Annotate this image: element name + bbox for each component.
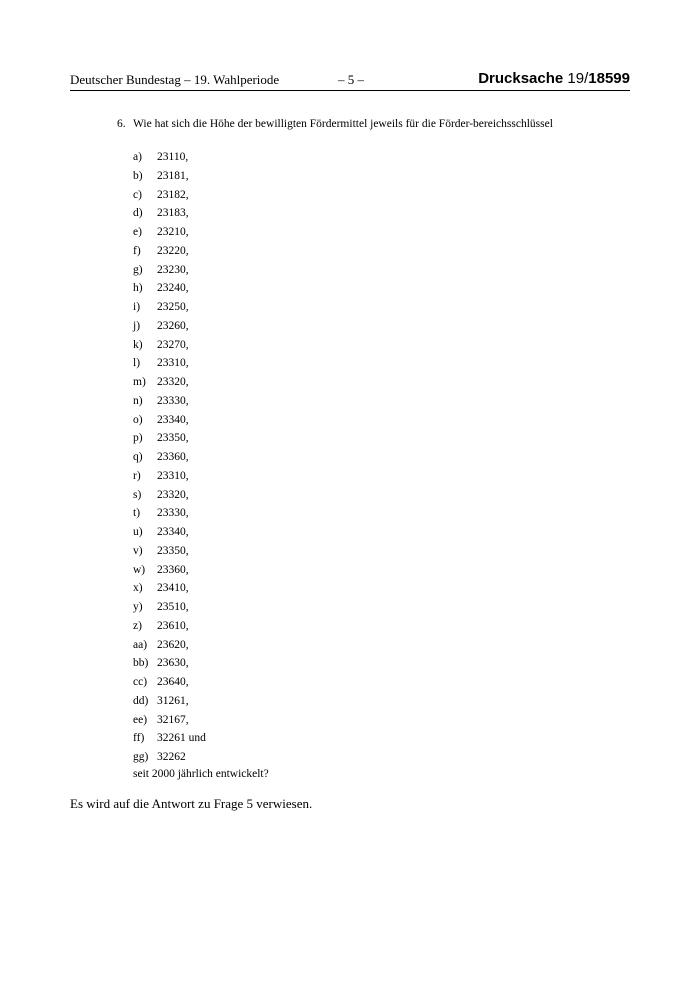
- list-item-label: y): [133, 601, 143, 613]
- list-item-value: 23630,: [157, 657, 189, 670]
- list-item-value: 23181,: [157, 169, 189, 182]
- header-drucksache: [478, 70, 630, 87]
- list-item: [133, 617, 333, 636]
- list-item: [133, 411, 333, 430]
- list-item-label: c): [133, 188, 142, 201]
- list-item: [133, 523, 333, 542]
- question-text: Wie hat sich die Höhe der bewilligten Fördermittel jeweils für die Förder-bereichsschlüssel: [133, 118, 553, 130]
- list-item-value: 23220,: [157, 244, 189, 257]
- list-item-label: w): [133, 563, 146, 576]
- list-item-label: q): [133, 451, 143, 463]
- list-item-value: 32261 und: [157, 732, 206, 745]
- list-item-label: u): [133, 526, 143, 538]
- list-item: [133, 373, 333, 392]
- list-item-value: 23230,: [157, 263, 189, 276]
- list-item-value: 23320,: [157, 376, 189, 388]
- list-item-label: e): [133, 226, 142, 238]
- list-item-label: ee): [133, 713, 148, 726]
- list-item: [133, 242, 333, 261]
- list-item-value: 23310,: [157, 357, 189, 370]
- list-item-label: m): [133, 376, 146, 388]
- list-item-value: 23350,: [157, 544, 189, 557]
- list-item: [133, 542, 333, 561]
- list-item-value: 23210,: [157, 226, 189, 238]
- list-item-value: 23360,: [157, 563, 189, 576]
- list-item-value: 23330,: [157, 394, 189, 407]
- funding-code-list: [133, 148, 333, 767]
- list-item-value: 23270,: [157, 338, 189, 351]
- list-item: [133, 317, 333, 336]
- list-item-value: 23610,: [157, 619, 189, 632]
- list-item-label: i): [133, 301, 141, 313]
- list-item-value: 23320,: [157, 488, 189, 501]
- list-item-value: 23510,: [157, 601, 189, 613]
- list-item-label: g): [133, 263, 143, 276]
- header-parliament: Deutscher Bundestag – 19. Wahlperiode: [70, 72, 280, 87]
- list-item-label: dd): [133, 694, 149, 707]
- list-item-value: 23340,: [157, 526, 189, 538]
- list-item: [133, 336, 333, 355]
- list-item-value: 23330,: [157, 507, 189, 520]
- list-item-label: t): [133, 507, 141, 520]
- list-item-value: 23360,: [157, 451, 189, 463]
- list-item-label: h): [133, 282, 143, 295]
- list-item-label: cc): [133, 676, 148, 688]
- header-drucksache-prefix: 19/: [567, 70, 589, 87]
- list-item-label: p): [133, 432, 143, 445]
- list-item: [133, 448, 333, 467]
- list-item-label: a): [133, 151, 142, 163]
- list-item: [133, 467, 333, 486]
- list-item: [133, 748, 333, 767]
- list-item-label: r): [133, 469, 141, 482]
- list-item-value: 31261,: [157, 694, 189, 707]
- list-item-value: 32167,: [157, 713, 189, 726]
- page-header: [70, 70, 630, 91]
- list-item-value: 23240,: [157, 282, 189, 295]
- list-item-label: d): [133, 207, 143, 220]
- list-item-label: l): [133, 357, 141, 370]
- list-item-value: 23260,: [157, 319, 189, 332]
- list-item-label: ff): [133, 732, 145, 745]
- list-item: [133, 354, 333, 373]
- list-item: [133, 298, 333, 317]
- list-item: [133, 392, 333, 411]
- list-item: [133, 223, 333, 242]
- list-item-value: 23410,: [157, 582, 189, 595]
- list-item-label: o): [133, 413, 143, 426]
- list-item-label: k): [133, 338, 143, 351]
- list-item: [133, 711, 333, 730]
- list-item: [133, 167, 333, 186]
- list-item: [133, 204, 333, 223]
- list-item: [133, 279, 333, 298]
- list-item-label: x): [133, 582, 143, 595]
- list-item-value: 23340,: [157, 413, 189, 426]
- list-item-value: 23350,: [157, 432, 189, 445]
- list-item: [133, 486, 333, 505]
- header-page-number: – 5 –: [338, 72, 364, 87]
- list-item-value: 23182,: [157, 188, 189, 201]
- list-item: [133, 729, 333, 748]
- list-item: [133, 654, 333, 673]
- list-item-label: s): [133, 488, 142, 501]
- question-closing: seit 2000 jährlich entwickelt?: [133, 768, 269, 780]
- list-item-label: b): [133, 169, 143, 182]
- list-item: [133, 504, 333, 523]
- list-item-value: 32262: [157, 751, 186, 763]
- list-item-value: 23250,: [157, 301, 189, 313]
- list-item: [133, 579, 333, 598]
- list-item-value: 23110,: [157, 151, 189, 163]
- list-item-label: gg): [133, 751, 149, 763]
- list-item-label: f): [133, 244, 141, 257]
- list-item-label: j): [133, 319, 141, 332]
- list-item: [133, 561, 333, 580]
- list-item: [133, 186, 333, 205]
- list-item-value: 23640,: [157, 676, 189, 688]
- list-item: [133, 261, 333, 280]
- list-item-value: 23620,: [157, 638, 189, 651]
- list-item-label: bb): [133, 657, 149, 670]
- header-drucksache-label: Drucksache: [478, 70, 564, 87]
- list-item: [133, 692, 333, 711]
- list-item-label: z): [133, 619, 142, 632]
- answer-text: Es wird auf die Antwort zu Frage 5 verwiesen.: [70, 796, 313, 811]
- list-item-label: n): [133, 394, 143, 407]
- question-number: 6.: [117, 118, 126, 130]
- list-item-label: aa): [133, 638, 148, 651]
- list-item: [133, 148, 333, 167]
- list-item: [133, 673, 333, 692]
- list-item: [133, 598, 333, 617]
- list-item: [133, 636, 333, 655]
- list-item-value: 23183,: [157, 207, 189, 220]
- list-item-value: 23310,: [157, 469, 189, 482]
- list-item-label: v): [133, 544, 143, 557]
- header-drucksache-number: 18599: [588, 70, 630, 87]
- list-item: [133, 429, 333, 448]
